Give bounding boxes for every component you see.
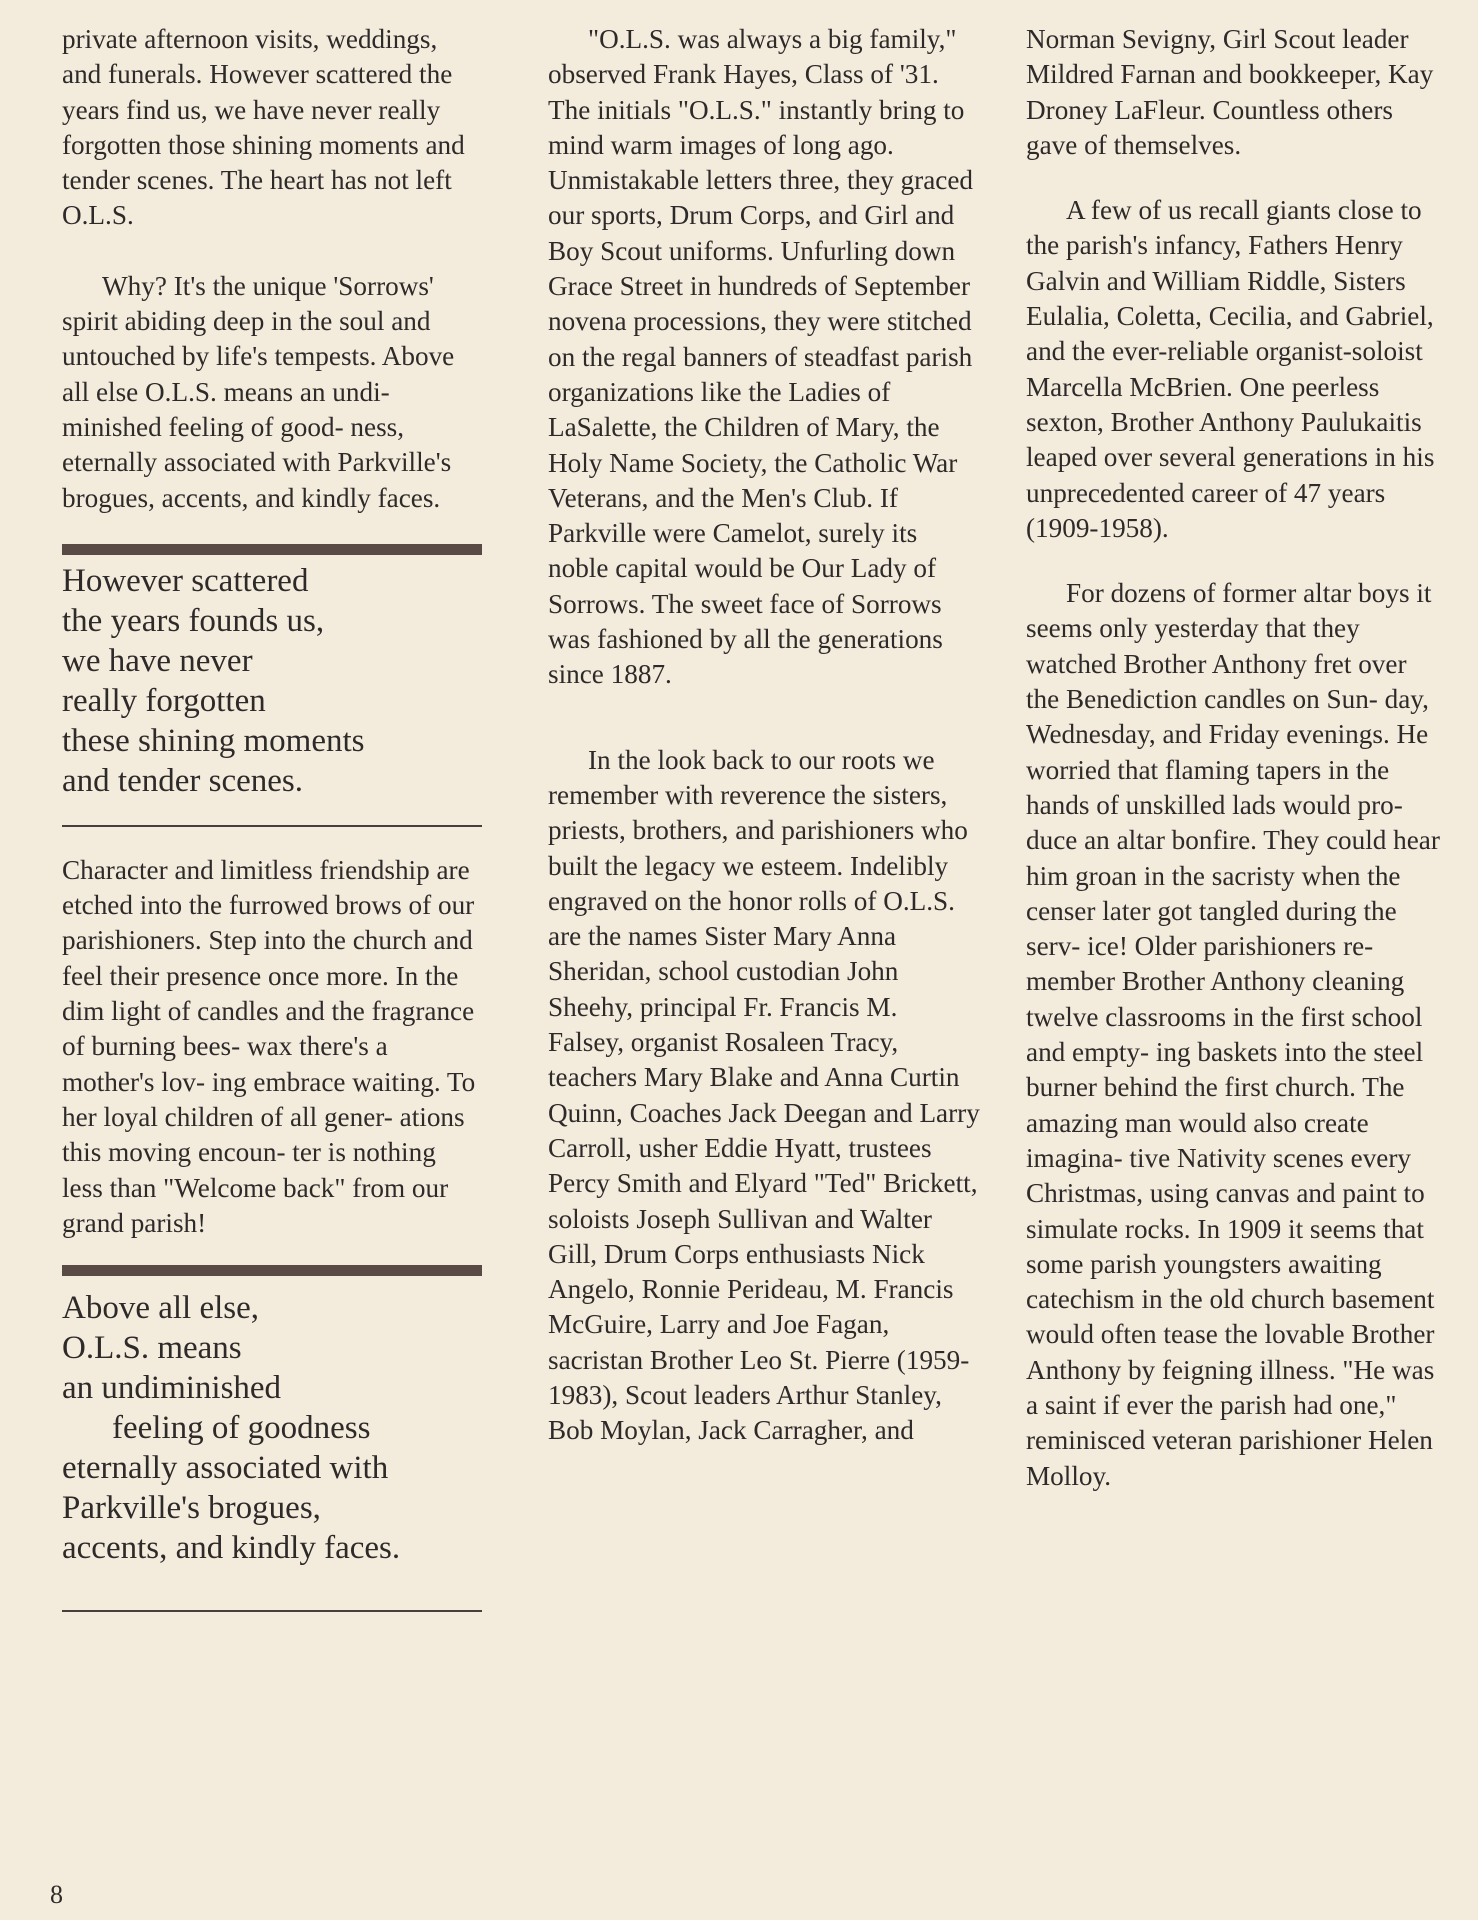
column-3 — [1026, 22, 1446, 1494]
pullquote-2-line: feeling of goodness — [112, 1410, 371, 1447]
pullquote-2-line: accents, and kindly faces. — [62, 1530, 401, 1567]
pullquote-2 — [62, 1288, 482, 1568]
pullquote-top-bar — [62, 544, 482, 555]
pullquote-top-bar — [62, 1265, 482, 1276]
pullquote-1-line: the years founds us, — [62, 602, 325, 639]
column-2 — [548, 22, 980, 1449]
pullquote-2-line: Above all else, — [62, 1290, 260, 1327]
col2-paragraph-2: In the look back to our roots we remember with reverence the sisters, priests, brothers, and parishioners who built the legacy we esteem. Indelibly engraved on the honor rolls of O.L.S. are the names Sister Mary Anna Sheridan, school custodian John Sheehy, principal Fr. Francis M. Falsey, organist Rosaleen Tracy, teachers Mary Blake and Anna Curtin Quinn, Coaches Jack Deegan and Larry Carroll, usher Eddie Hyatt, trustees Percy Smith and Elyard "Ted" Brickett, soloists Joseph Sullivan and Walter Gill, Drum Corps enthusiasts Nick Angelo, Ronnie Perideau, M. Francis McGuire, Larry and Joe Fagan, sacristan Brother Leo St. Pierre (1959-1983), Scout leaders Arthur Stanley, Bob Moylan, Jack Carragher, and — [548, 744, 980, 1446]
col2-paragraph-1: "O.L.S. was always a big family," observed Frank Hayes, Class of '31. The initials "O.L.S." instantly bring to mind warm images of long ago. Unmistakable letters three, they graced our sports, Drum Corps, and Girl and Boy Scout uniforms. Unfurling down Grace Street in hundreds of September novena processions, they were stitched on the regal banners of steadfast parish organizations like the Ladies of LaSalette, the Children of Mary, the Holy Name Society, the Catholic War Veterans, and the Men's Club. If Parkville were Camelot, surely its noble capital would be Our Lady of Sorrows. The sweet face of Sorrows was fashioned by all the generations since 1887. — [548, 24, 974, 690]
column-1 — [62, 22, 482, 1612]
pullquote-1-line: these shining moments — [62, 722, 365, 759]
col1-paragraph-3: Character and limitless friendship are etched into the furrowed brows of our parishioners. Step into the church and feel their presence once more. In the dim light of candles and the fragrance of burning bees- wax there's a mother's lov- ing embrace waiting. To her loyal children of all gener- ations this moving encoun- ter is nothing less than "Welcome back" from our grand parish! — [62, 854, 476, 1238]
pullquote-bottom-rule — [62, 825, 482, 827]
pullquote-1-line: we have never — [62, 642, 253, 679]
pullquote-2-line: Parkville's brogues, — [62, 1490, 321, 1527]
pullquote-2-line: an undiminished — [62, 1370, 282, 1407]
pullquote-1 — [62, 561, 482, 801]
col1-paragraph-2: Why? It's the unique 'Sorrows' spirit abiding deep in the soul and untouched by life's tempests. Above all else O.L.S. means an undi- minished feeling of good- ness, eternally associated with Parkville's brogues, accents, and kindly faces. — [62, 270, 455, 513]
pullquote-1-line: really forgotten — [62, 682, 266, 719]
pullquote-2-line: eternally associated with — [62, 1450, 389, 1487]
col3-paragraph-2: A few of us recall giants close to the parish's infancy, Fathers Henry Galvin and William Riddle, Sisters Eulalia, Coletta, Cecilia, and Gabriel, and the ever-reliable organist-soloist Marcella McBrien. One peerless sexton, Brother Anthony Paulukaitis leaped over several generations in his unprecedented career of 47 years (1909-1958). — [1026, 195, 1435, 543]
col1-paragraph-1: private afternoon visits, weddings, and funerals. However scattered the years find us, we have never really forgotten those shining moments and tender scenes. The heart has not left O.L.S. — [62, 24, 465, 231]
pullquote-2-line: O.L.S. means — [62, 1330, 242, 1367]
pullquote-bottom-rule — [62, 1610, 482, 1612]
pullquote-1-line: However scattered — [62, 562, 309, 599]
col3-paragraph-3: For dozens of former altar boys it seems only yesterday that they watched Brother Anthony fret over the Benediction candles on Sun- day, Wednesday, and Friday evenings. He worried that flaming tapers in the hands of unskilled lads would pro- duce an altar bonfire. They could hear him groan in the sacristy when the censer later got tangled during the serv- ice! Older parishioners re- member Brother Anthony cleaning twelve classrooms in the first school and empty- ing baskets into the steel burner behind the first church. The amazing man would also create imagina- tive Nativity scenes every Christmas, using canvas and paint to simulate rocks. In 1909 it seems that some parish youngsters awaiting catechism in the old church basement would often tease the lovable Brother Anthony by feigning illness. "He was a saint if ever the parish had one," reminisced veteran parishioner Helen Molloy. — [1026, 578, 1440, 1491]
page-number: 8 — [50, 1880, 63, 1909]
col3-paragraph-1: Norman Sevigny, Girl Scout leader Mildred Farnan and bookkeeper, Kay Droney LaFleur. Countless others gave of themselves. — [1026, 24, 1434, 160]
pullquote-1-line: and tender scenes. — [62, 762, 303, 799]
